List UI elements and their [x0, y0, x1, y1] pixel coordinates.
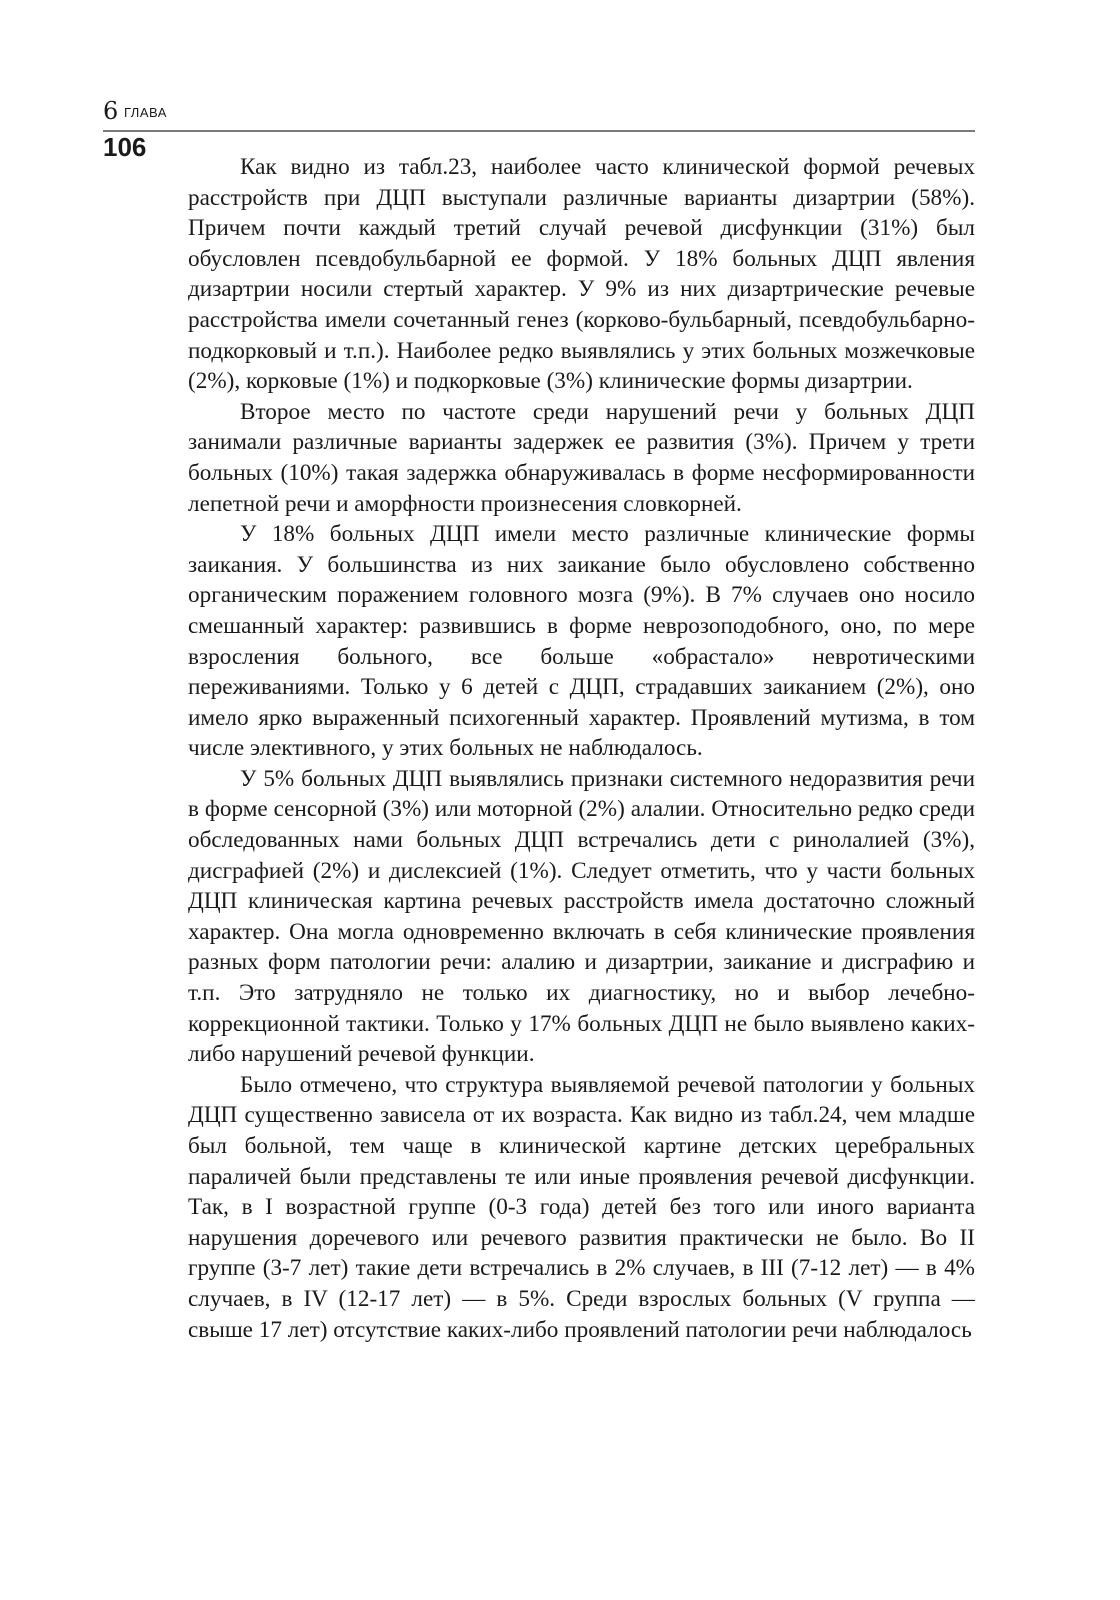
- chapter-label: ГЛАВА: [124, 105, 167, 120]
- body-text: [188, 152, 975, 1345]
- paragraph: Было отмечено, что структура выявляемой речевой патологии у больных ДЦП существенно зависела от их возраста. Как видно из табл.24, чем младше был больной, тем чаще в клинической картине детских церебральных параличей были представлены те или иные проявления речевой дисфункции. Так, в I возрастной группе (0-3 года) детей без того или иного варианта нарушения доречевого или речевого развития практически не было. Во II группе (3-7 лет) такие дети встречались в 2% случаев, в III (7-12 лет) — в 4% случаев, в IV (12-17 лет) — в 5%. Среди взрослых больных (V группа — свыше 17 лет) отсутствие каких-либо проявлений патологии речи наблюдалось: [188, 1071, 975, 1343]
- chapter-number: 6: [103, 97, 119, 125]
- running-header: [103, 96, 975, 132]
- page-number: 106: [103, 132, 147, 162]
- paragraph: У 5% больных ДЦП выявлялись признаки системного недоразвития речи в форме сенсорной (3%) или моторной (2%) алалии. Относительно редко среди обследованных нами больных ДЦП встречались дети с ринолалией (3%), дисграфией (2%) и дислексией (1%). Следует отметить, что у части больных ДЦП клиническая картина речевых расстройств имела достаточно сложный характер. Она могла одновременно включать в себя клинические проявления разных форм патологии речи: алалию и дизартрии, заикание и дисграфию и т.п. Это затрудняло не только их диагностику, но и выбор лечебно-коррекционной тактики. Только у 17% больных ДЦП не было выявлено каких-либо нарушений речевой функции.: [188, 765, 975, 1068]
- paragraph: Второе место по частоте среди нарушений речи у больных ДЦП занимали различные варианты задержек ее развития (3%). Причем у трети больных (10%) такая задержка обнаруживалась в форме несформированности лепетной речи и аморфности произнесения словкорней.: [188, 398, 975, 517]
- paragraph: У 18% больных ДЦП имели место различные клинические формы заикания. У большинства из них заикание было обусловлено собственно органическим поражением головного мозга (9%). В 7% случаев оно носило смешанный характер: развившись в форме неврозоподобного, оно, по мере взросления больного, все больше «обрастало» невротическими переживаниями. Только у 6 детей с ДЦП, страдавших заиканием (2%), оно имело ярко выраженный психогенный характер. Проявлений мутизма, в том числе элективного, у этих больных не наблюдалось.: [188, 521, 975, 762]
- paragraph: Как видно из табл.23, наиболее часто клинической формой речевых расстройств при ДЦП выступали различные варианты дизартрии (58%). Причем почти каждый третий случай речевой дисфункции (31%) был обусловлен псевдобульбарной ее формой. У 18% больных ДЦП явления дизартрии носили стертый характер. У 9% из них дизартрические речевые расстройства имели сочетанный генез (корково-бульбарный, псевдобульбарно-подкорковый и т.п.). Наиболее редко выявлялись у этих больных мозжечковые (2%), корковые (1%) и подкорковые (3%) клинические формы дизартрии.: [188, 154, 975, 395]
